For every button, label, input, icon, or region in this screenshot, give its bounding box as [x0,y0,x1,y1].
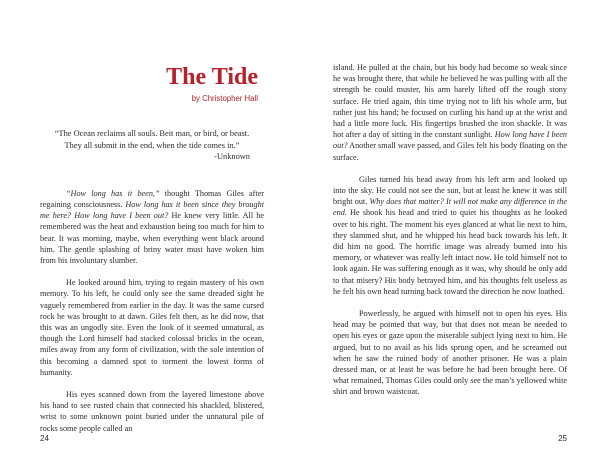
narration-text: Another small wave passed, and Giles felt his body floating on the surface. [333,141,567,162]
epigraph-line-1: “The Ocean reclaims all souls. Beit man, or bird, or beast. [54,129,250,138]
narration-text: island. He pulled at the chain, but his body had become so weak since he was brought there, that while he believed he was pulling with all the strength he could muster, his arm barely lifted off the rough stony surface. He tried again, this time trying not to lift his whole arm, but rather just his hand; he focused on curling his hand up at the wrist and had a little more luck. His fingertips brushed the iron shackle. It was hot after a day of sitting in the constant sunlight. [333,63,567,140]
paragraph-2: He looked around him, trying to regain mastery of his own memory. To his left, he could only see the same dreaded sight he vaguely remembered from earlier in the day. It was the same cursed rock he was brought to at dawn. Giles felt then, as he did now, that this was an ungodly site. Even the look of it seemed unnatural, as though the Lord himself had stacked colossal bricks in the ocean, miles away from any form of civilization, with the sole intention of this becoming a damned spot to torment the lowest forms of humanity. [40,278,264,377]
epigraph [40,128,264,163]
thought-text: How long has it been since they brought me here? How long have I been out? [40,199,264,221]
story-title: The Tide [166,64,258,90]
narration-text: thought Thomas Giles after regaining consciousness. [40,188,264,209]
thought-text: How long have I been out? [333,130,567,151]
left-page-body [40,188,264,434]
narration-text: He knew very little. All he remembered was the heat and exhaustion being too much for him to bear. It was morning, maybe, when everything went black around him. The gentle splashing of briny water must have woken him from his involuntary slumber. [40,211,264,265]
paragraph-5: Powerlessly, he argued with himself not to open his eyes. His head may be pointed that way, but that does not mean be needed to open his eyes or gaze upon the miserable subject lying next to him. He argued, but to no avail as his lids sprung open, and he screamed out when he saw the ruined body of another prisoner. He was a plain dressed man, or at least he was before he had been brought here. Of what remained, Thomas Giles could only see the man’s yellowed white shirt and brown waistcoat. [333,309,567,397]
page-number-right: 25 [558,434,567,443]
page-number-left: 24 [40,434,49,443]
thought-text: “How long has it been,” [66,188,160,198]
paragraph-continued [333,62,567,163]
narration-text: Giles turned his head away from his left arm and looked up into the sky. He could not see the sun, but at least he knew it was still bright out. [333,174,567,207]
paragraph-4 [333,174,567,297]
epigraph-line-2: They all submit in the end, when the tide comes in.” [64,140,240,150]
paragraph-1 [40,188,264,266]
right-page [300,0,600,463]
epigraph-attribution: -Unknown [214,152,250,162]
thought-text: Why does that matter? It will not make any difference in the end. [333,197,567,218]
right-page-body [333,62,567,398]
paragraph-3: His eyes scanned down from the layered limestone above his hand to see rusted chain that connected his shackled, blistered, wrist to some unknown point buried under the unnatural pile of rocks some people called an [40,390,264,433]
narration-text: He shook his head and tried to quiet his thoughts as he looked over to his right. The moment his eyes glanced at what lie next to him, they slammed shut, and he whipped his head back towards his left. It did him no good. The horrific image was already burned into his memory, or whatever was really left intact now. He told himself not to look again. He was suffering enough as it was, why should he only add to that misery? His body betrayed him, and his thoughts felt useless as he felt his own head turning back toward the direction he now loathed. [333,208,567,296]
author-byline: by Christopher Hall [191,94,258,103]
